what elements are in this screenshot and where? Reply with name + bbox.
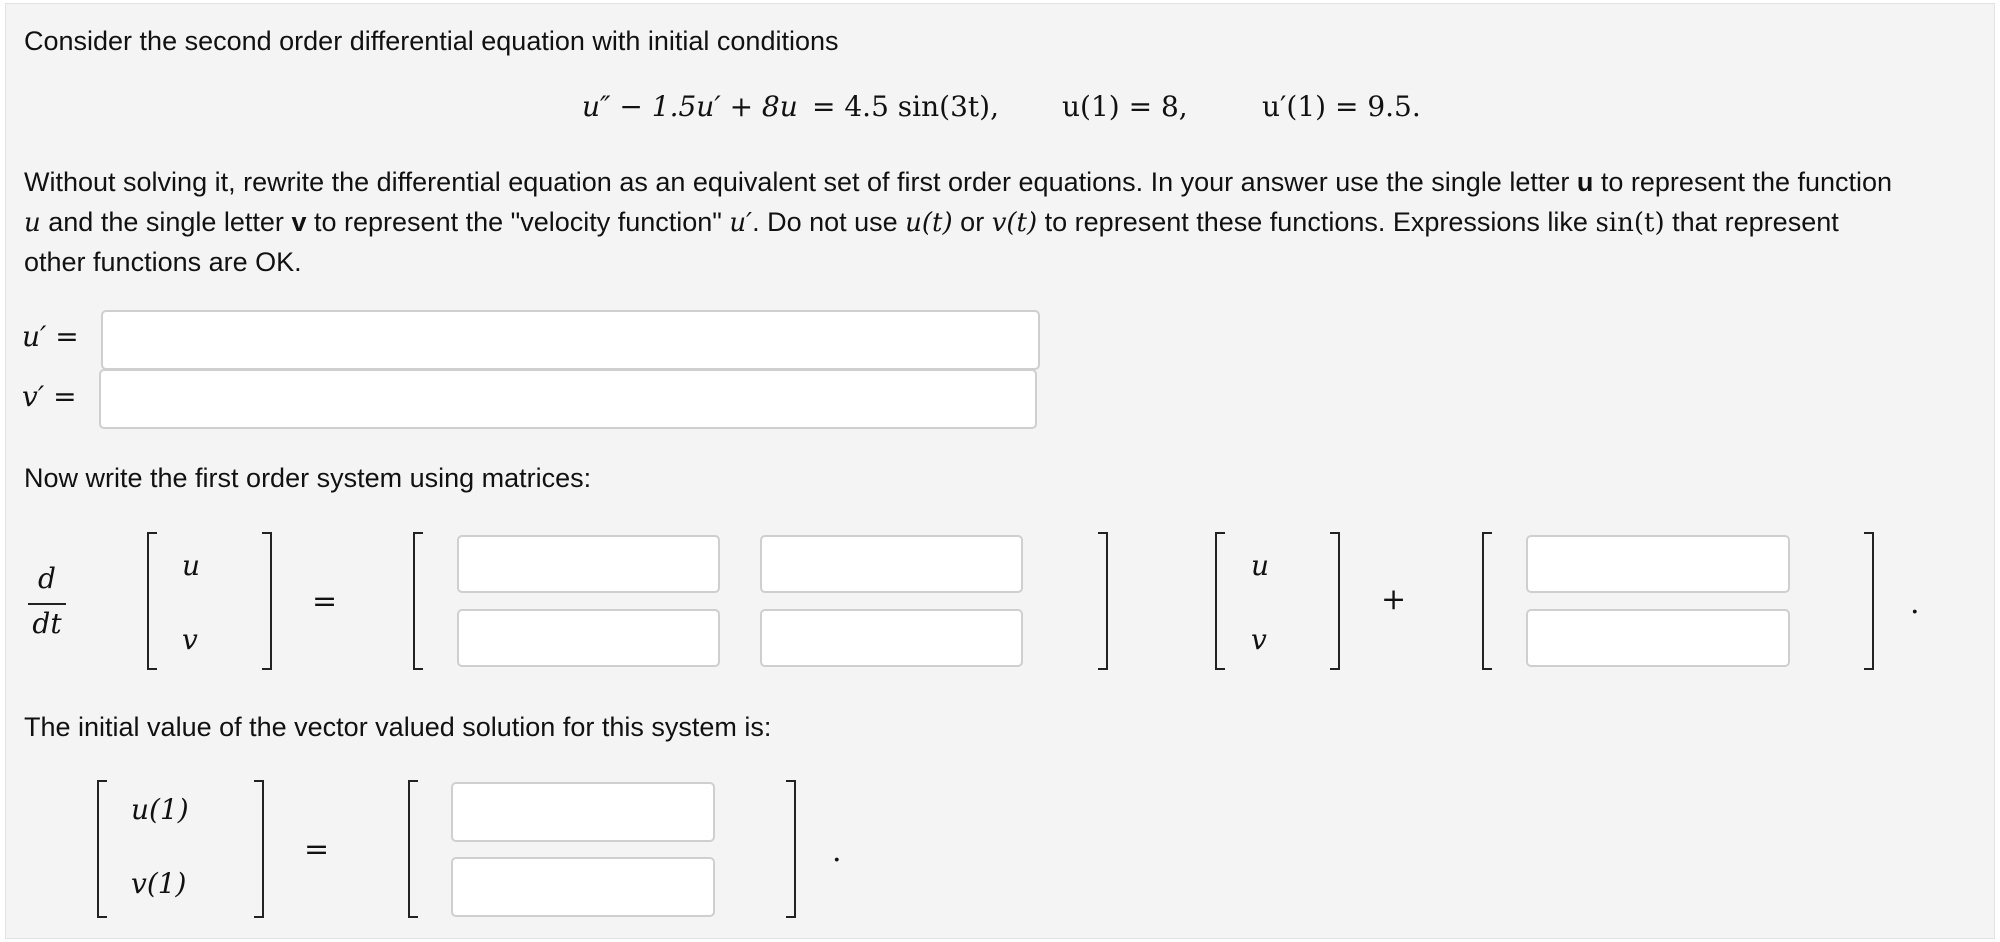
instructions-line-1: Without solving it, rewrite the differential equation as an equivalent set of first order equations. In your answer use the single letter u to represent the function [24,167,1893,197]
initial-v-input[interactable] [451,857,715,917]
derivative-denominator: dt [32,607,62,640]
v-prime-input[interactable] [99,369,1037,429]
period: . [1910,586,1920,621]
instructions-line-3: other functions are OK. [24,247,302,277]
period: . [832,834,842,869]
equals-sign: = [304,832,330,867]
v-of-1: v(1) [131,867,187,900]
vector-v: v [1251,623,1267,656]
initial-value-prompt: The initial value of the vector valued solution for this system is: [24,712,772,742]
matrix-a22-input[interactable] [760,609,1023,667]
left-bracket [147,532,157,670]
plus-sign: + [1381,582,1407,617]
matrix-prompt: Now write the first order system using matrices: [24,463,592,493]
matrix-a11-input[interactable] [457,535,720,593]
right-bracket [786,780,796,918]
u-prime-input[interactable] [101,310,1040,370]
v-prime-label: v′ = [22,380,77,413]
initial-condition-1: u(1) = 8, [1062,90,1188,123]
intro-text: Consider the second order differential equation with initial conditions [24,26,839,56]
derivative-numerator: d [38,562,56,595]
right-bracket [254,780,264,918]
right-bracket [1330,532,1340,670]
u-prime-label: u′ = [22,320,79,353]
right-bracket [1864,532,1874,670]
vector-u: u [1251,549,1270,582]
instructions-line-2: u and the single letter v to represent the "velocity function" u′. Do not use u(t) or v(t) to represent these functions. Expressions like sin(t) that represent [24,207,1839,238]
left-bracket [1215,532,1225,670]
ode-rhs: = 4.5 sin(3t), [812,90,999,123]
equals-sign: = [312,584,338,619]
matrix-a21-input[interactable] [457,609,720,667]
matrix-a12-input[interactable] [760,535,1023,593]
vector-u: u [182,549,201,582]
left-bracket [97,780,107,918]
forcing-f1-input[interactable] [1526,535,1790,593]
initial-condition-2: u′(1) = 9.5. [1262,90,1421,123]
ode-lhs: u″ − 1.5u′ + 8u [582,90,798,123]
left-bracket [1482,532,1492,670]
left-bracket [413,532,423,670]
forcing-f2-input[interactable] [1526,609,1790,667]
left-bracket [408,780,418,918]
fraction-bar [28,603,66,605]
right-bracket [1098,532,1108,670]
right-bracket [262,532,272,670]
u-of-1: u(1) [131,793,189,826]
vector-v: v [182,623,198,656]
initial-u-input[interactable] [451,782,715,842]
